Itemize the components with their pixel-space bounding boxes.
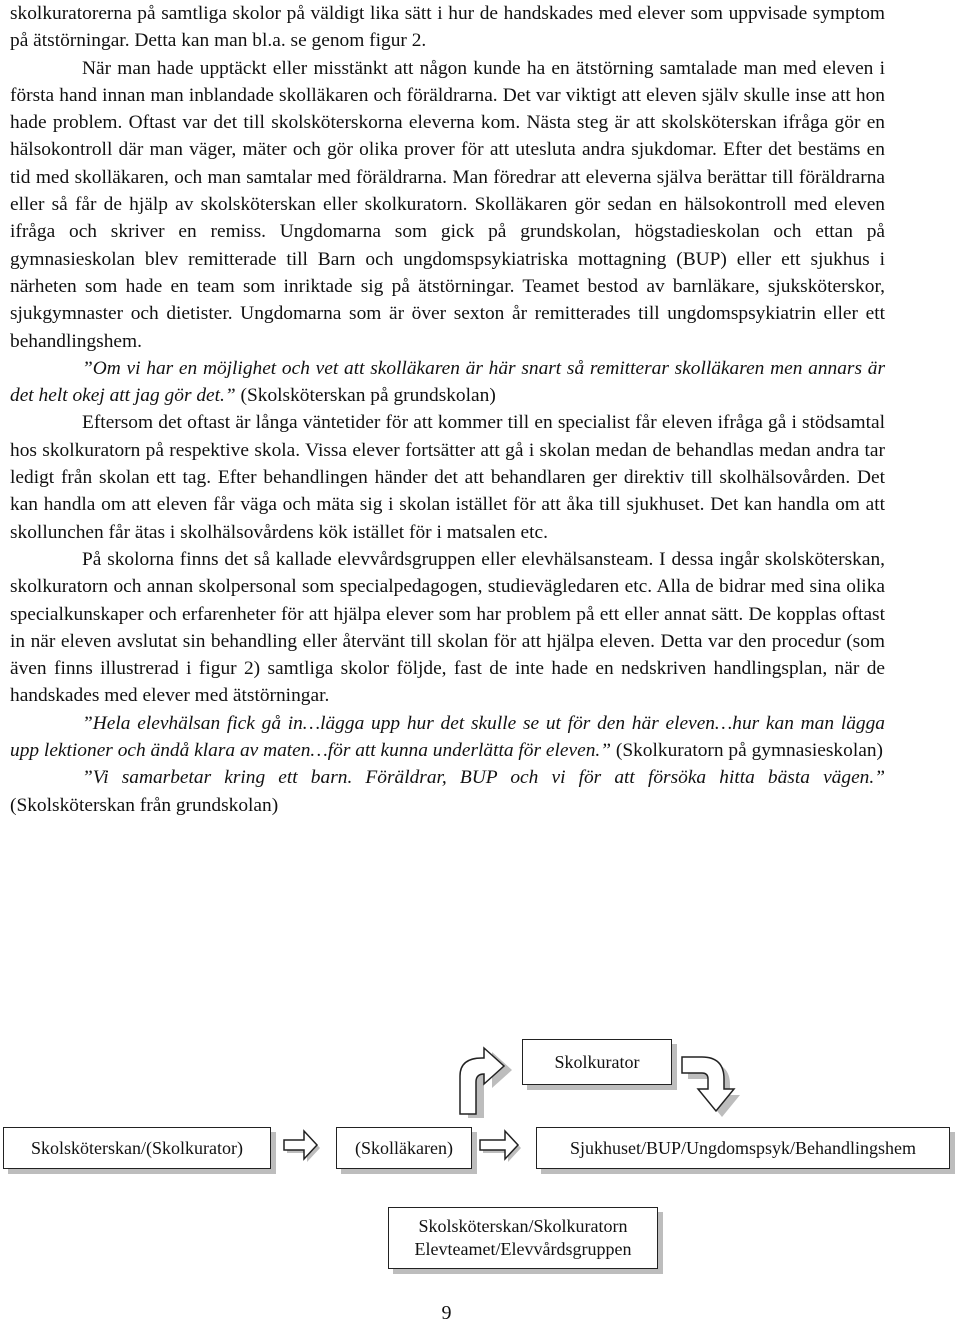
- paragraph: [10, 0, 885, 55]
- paragraph: [10, 764, 885, 819]
- paragraph: [10, 55, 885, 355]
- box-elevteamet-line2: Elevteamet/Elevvårdsgruppen: [414, 1239, 632, 1259]
- paragraph-text: (Skolkuratorn på gymnasieskolan): [611, 740, 883, 762]
- box-skolkurator-label: Skolkurator: [554, 1051, 640, 1072]
- paragraph-text: På skolorna finns det så kallade elevvårdsgruppen eller elevhälsansteam. I dessa ingår skolsköterskan, skolkuratorn och annan skolpersonal som specialpedagogen, studievägledaren etc. Alla de bidrar med sina olika specialkunskaper och erfarenheter för att hjälpa elever som har problem på ett eller annat sätt. De kopplas oftast in när eleven avslutat sin behandling eller återvänt till skolan för att hjälpa eleven. Detta var den procedur (som även finns illustrerad i figur 2) samtliga skolor följde, fast de inte hade en nedskriven handlingsplan, när de handskades med elever med ätstörningar.: [10, 548, 885, 707]
- quote-text: ”Vi samarbetar kring ett barn. Föräldrar, BUP och vi för att försöka hitta bästa vägen.”: [82, 767, 885, 789]
- page-number: 9: [441, 1302, 452, 1324]
- paragraph-text: När man hade upptäckt eller misstänkt att någon kunde ha en ätstörning samtalade man med eleven i första hand innan man inblandade skolläkaren och föräldrarna. Det var viktigt att eleven själv skulle inse att hon hade problem. Oftast var det till skolsköterskorna eleverna kom. Nästa steg är att skolsköterskan ifråga gör en hälsokontroll där man väger, mäter och gör olika prover för att utesluta andra sjukdomar. Efter det bestäms en tid med skolläkaren, och man samtalar med föräldrarna. Man föredrar att eleverna själva berättar till föräldrarna eller så får de hjälp av skolsköterskan eller skolkuratorn. Skolläkaren gör sedan en hälsokontroll med eleven ifråga och skriver en remiss. Ungdomarna som gick på grundskolan, högstadieskolan och ettan på gymnasieskolan blev remitterade till Barn och ungdomspsykiatriska mottagning (BUP) eller ett sjukhus i närheten som hade en team som inriktade sig på ätstörningar. Teamet bestod av barnläkare, sjuksköterskor, sjukgymnaster och dietister. Ungdomarna som är över sexton år remitterades till ungdomspsykiatrin eller ett behandlingshem.: [10, 57, 885, 352]
- box-skolskoterskan-label: Skolsköterskan/(Skolkurator): [31, 1137, 243, 1158]
- arrow-right-icon: [282, 1128, 328, 1168]
- body-text: [10, 0, 885, 819]
- box-skollakaren: [336, 1127, 472, 1169]
- box-sjukhuset-label: Sjukhuset/BUP/Ungdomspsyk/Behandlingshem: [569, 1137, 917, 1158]
- paragraph-text: Eftersom det oftast är långa väntetider för att kommer till en specialist får eleven ifråga gå i stödsamtal hos skolkuratorn på respektive skola. Vissa elever fortsätter att gå i skolan medan de behandlas medan andra tar ledigt från skolan ett tag. Efter behandlingen händer det att behandlaren ger direktiv till skolhälsovården. Det kan handla om att eleven får väga och mäta sig i skolan istället för att åka till sjukhuset. Det kan handla om att skollunchen får ätas i skolhälsovårdens kök istället för i matsalen etc.: [10, 412, 885, 543]
- paragraph: [10, 546, 885, 710]
- box-skolskoterskan: [3, 1127, 271, 1169]
- paragraph-text: (Skolsköterskan från grundskolan): [10, 794, 279, 816]
- quote-text: ”Om vi har en möjlighet och vet att skolläkaren är här snart så remitterar skolläkaren men annars är det helt okej att jag gör det.”: [10, 357, 885, 407]
- paragraph: [10, 710, 885, 765]
- arrow-right-icon: [478, 1128, 530, 1168]
- paragraph: [10, 355, 885, 410]
- box-elevteamet-line1: Skolsköterskan/Skolkuratorn: [418, 1216, 628, 1236]
- curved-arrow-up-right-icon: [452, 1042, 514, 1118]
- box-skollakaren-label: (Skolläkaren): [355, 1137, 453, 1158]
- quote-text: ”Hela elevhälsan fick gå in…lägga upp hur det skulle se ut för den här eleven…hur kan man lägga upp lektioner och ändå klara av maten…för att kunna underlätta för eleven.”: [10, 712, 885, 762]
- paragraph-text: skolkuratorerna på samtliga skolor på väldigt lika sätt i hur de handskades med elever som uppvisade symptom på ätstörningar. Detta kan man bl.a. se genom figur 2.: [10, 3, 885, 52]
- paragraph: [10, 409, 885, 545]
- box-elevteamet: [388, 1207, 658, 1269]
- paragraph-text: (Skolsköterskan på grundskolan): [235, 385, 496, 407]
- box-sjukhuset: [536, 1127, 950, 1169]
- curved-arrow-right-down-icon: [680, 1042, 744, 1120]
- box-skolkurator: [522, 1039, 672, 1085]
